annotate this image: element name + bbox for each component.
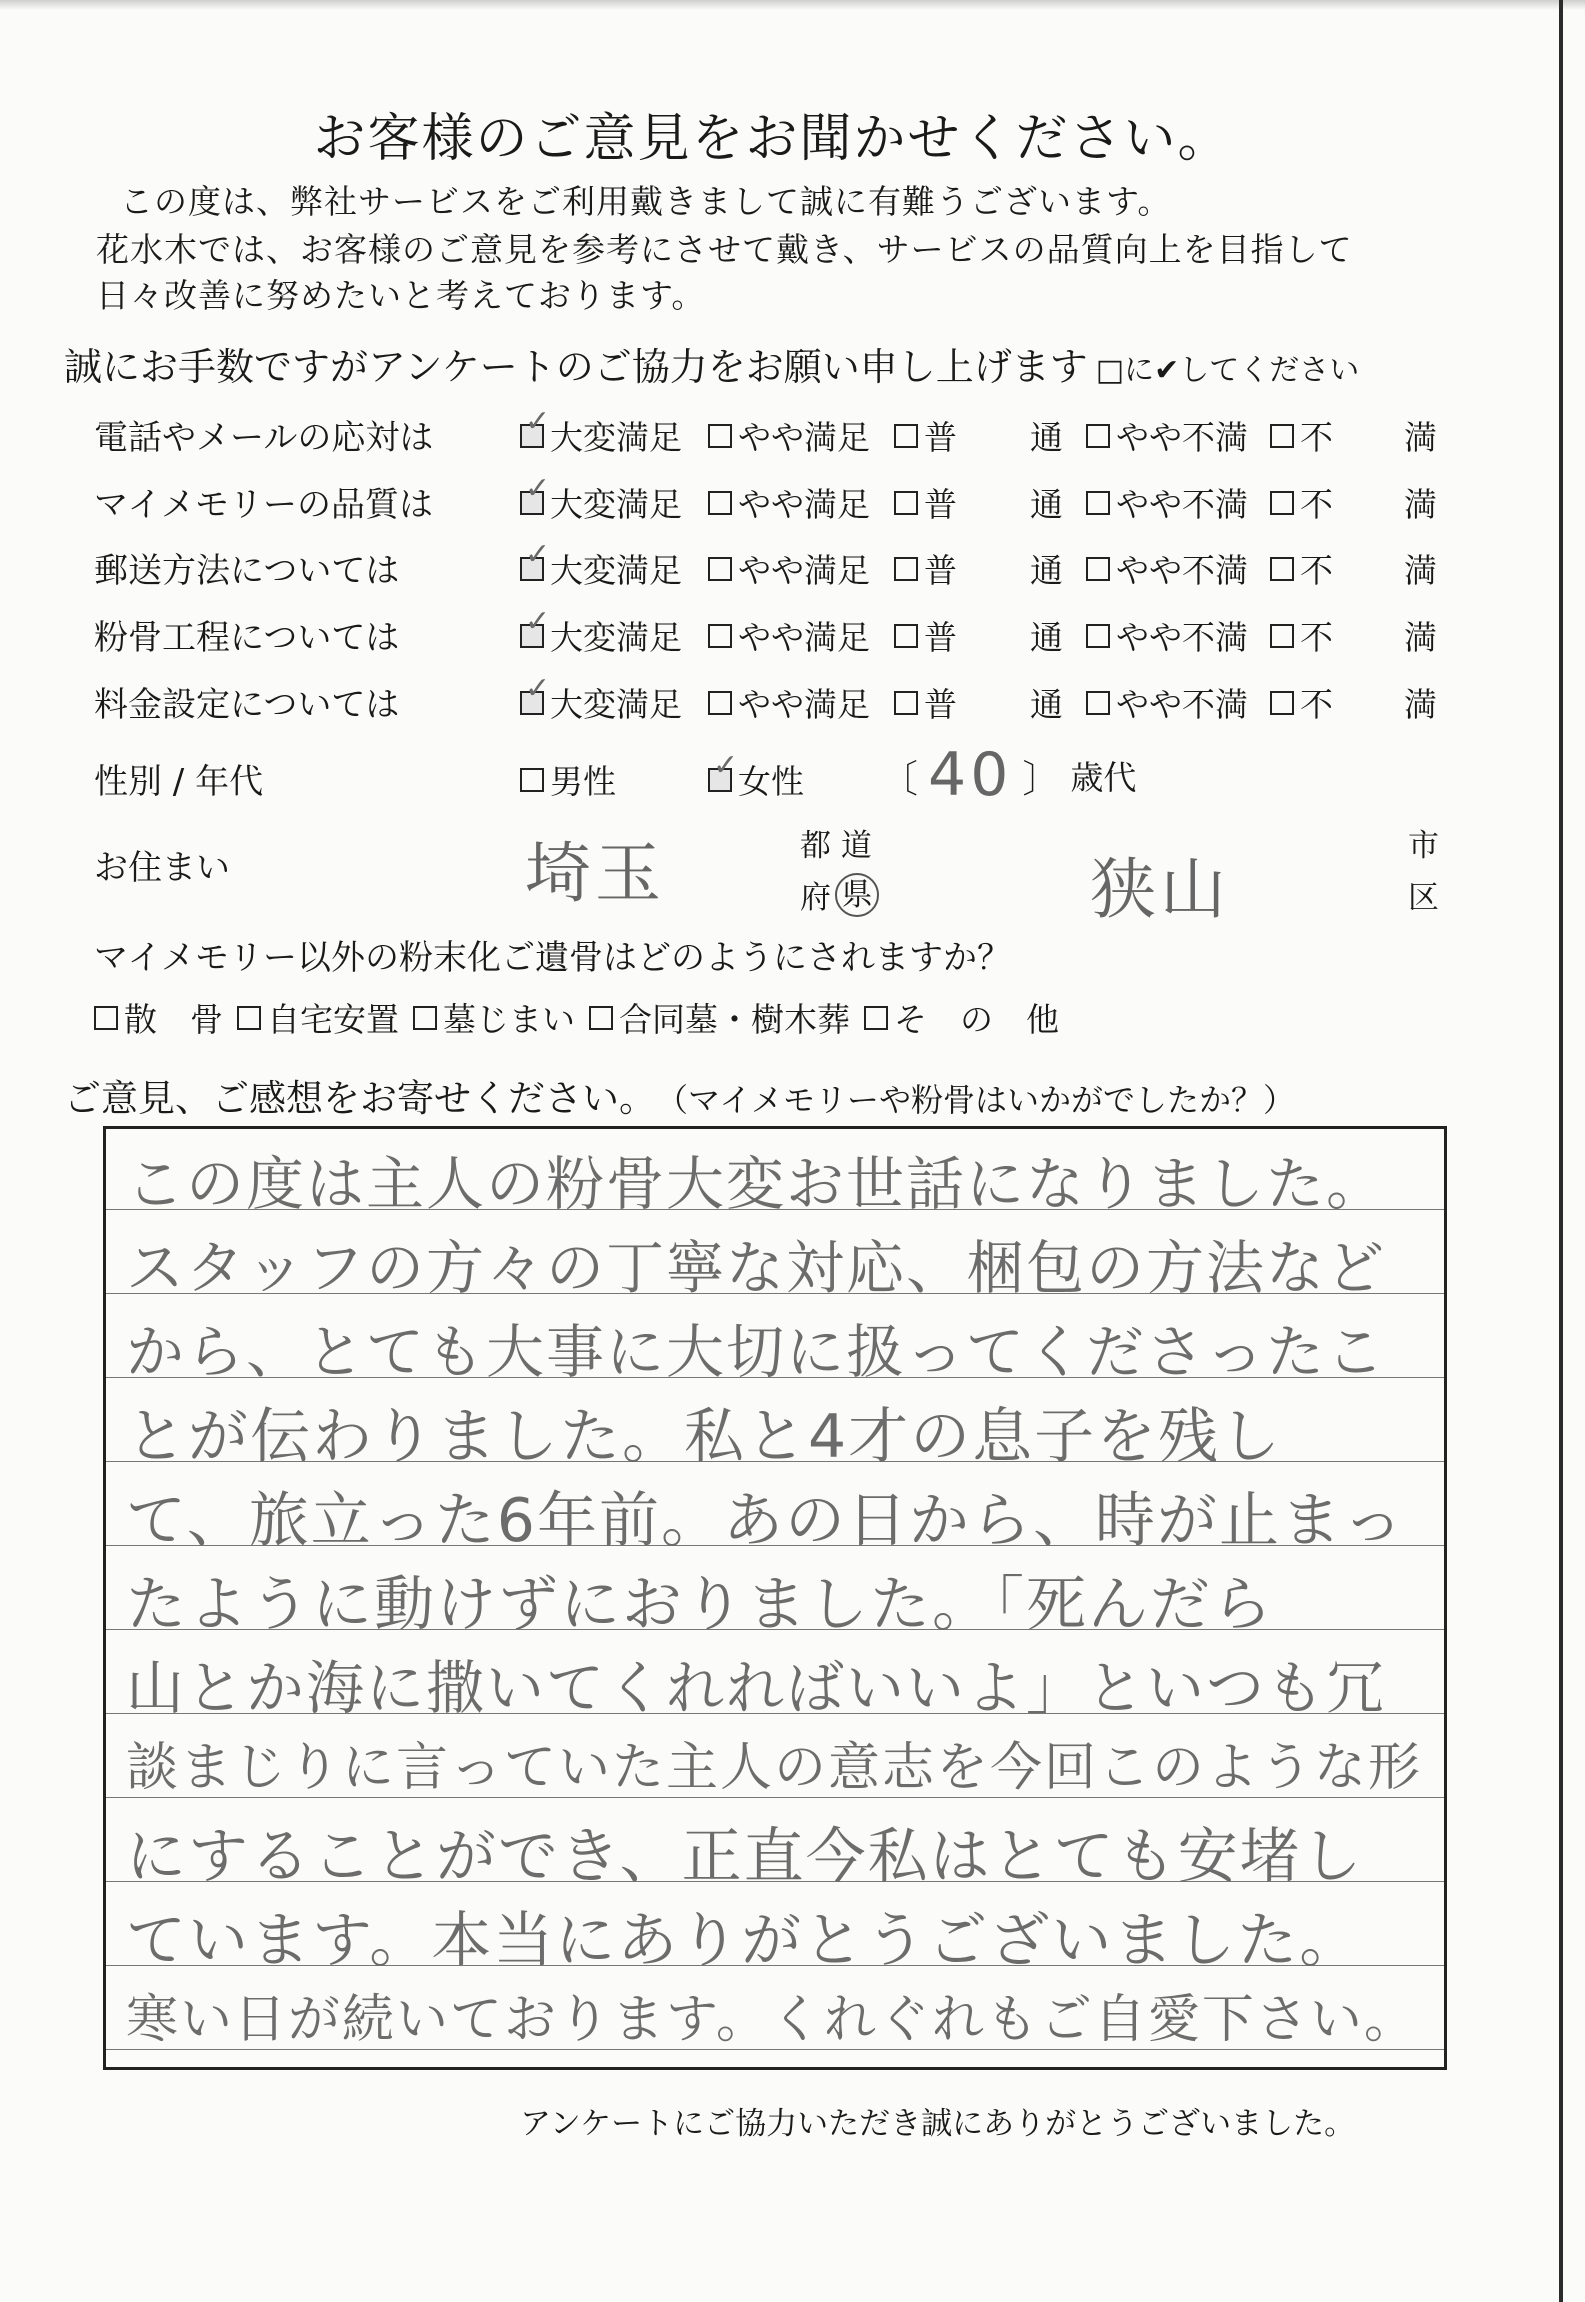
rating-option-label: やや満足 <box>738 418 870 457</box>
rating-checkbox[interactable] <box>520 603 551 648</box>
rating-option <box>1030 479 1063 526</box>
rating-option-label: やや不満 <box>1116 685 1248 724</box>
rating-option-label: 不 <box>1300 485 1333 524</box>
survey-request-row <box>64 336 1359 391</box>
rating-option[interactable] <box>1270 612 1333 659</box>
rating-option-label: 大変満足 <box>550 418 682 457</box>
handwritten-comment-line: から、とても大事に大切に扱ってくださったこ <box>126 1318 1387 1386</box>
checkbox-female[interactable] <box>708 747 739 792</box>
question-label: 粉骨工程については <box>94 618 400 658</box>
rating-option <box>1404 612 1437 659</box>
handwritten-comment-line: この度は主人の粉骨大変お世話になりました。 <box>126 1150 1387 1218</box>
rating-checkbox[interactable] <box>1270 691 1294 715</box>
rating-option[interactable] <box>1270 412 1333 459</box>
rating-checkbox[interactable] <box>1086 624 1110 648</box>
rating-checkbox[interactable] <box>894 691 918 715</box>
intro-line-3: 日々改善に努めたいと考えております。 <box>96 276 706 315</box>
rating-option-label: 通 <box>1030 618 1063 657</box>
handwritten-comment-line: 談まじりに言っていた主人の意志を今回このような形 <box>126 1738 1423 1798</box>
rating-checkbox[interactable] <box>708 424 732 448</box>
rating-option <box>1030 679 1063 726</box>
rating-checkbox[interactable] <box>520 670 551 715</box>
rating-option[interactable] <box>894 612 957 659</box>
age-suffix: 歳代 <box>1070 757 1137 797</box>
rating-option-label: 満 <box>1404 418 1437 457</box>
rating-option[interactable] <box>1270 545 1333 592</box>
check-mark-icon: ✓ <box>525 536 551 572</box>
gender-female-option[interactable]: ✓ 女性 <box>708 756 804 803</box>
rating-option-label: 大変満足 <box>550 685 682 724</box>
rating-checkbox[interactable] <box>520 403 551 448</box>
rating-option <box>1030 545 1063 592</box>
rating-checkbox[interactable] <box>1270 624 1294 648</box>
rating-option-label: 大変満足 <box>550 551 682 590</box>
rating-option-label: 満 <box>1404 618 1437 657</box>
rating-option[interactable] <box>1270 679 1333 726</box>
other-remains-options <box>94 994 1059 1041</box>
rating-option <box>1030 412 1063 459</box>
rating-option[interactable] <box>894 412 957 459</box>
checkbox-male[interactable] <box>520 768 544 792</box>
rating-option-label: やや不満 <box>1116 418 1248 457</box>
check-instruction: □に✔してください <box>1095 353 1360 388</box>
age-value: 40 <box>928 740 1013 810</box>
city-suffix-bottom: 区 <box>1408 880 1439 916</box>
rating-option-label: 普 <box>924 618 957 657</box>
rating-option[interactable] <box>708 545 870 592</box>
rating-option[interactable] <box>894 545 957 592</box>
rating-option-label: 通 <box>1030 418 1063 457</box>
rating-option[interactable] <box>520 670 682 726</box>
rating-option-label: やや満足 <box>738 485 870 524</box>
handwritten-comment-line: て、旅立った6年前。あの日から、時が止まっ <box>126 1486 1405 1556</box>
residence-label: お住まい <box>94 848 230 888</box>
page-title: お客様のご意見をお聞かせください。 <box>313 109 1232 169</box>
comment-box[interactable] <box>103 1126 1447 2070</box>
rating-checkbox[interactable] <box>520 470 551 515</box>
rating-option-label: 満 <box>1404 485 1437 524</box>
rating-option-label: 大変満足 <box>550 485 682 524</box>
rating-option[interactable] <box>1086 679 1248 726</box>
rating-option[interactable] <box>520 470 682 526</box>
city-suffix-top: 市 <box>1408 828 1439 864</box>
rating-checkbox[interactable] <box>1086 491 1110 515</box>
rating-option[interactable] <box>520 403 682 459</box>
age-field[interactable]: 〔 40 〕 歳代 <box>880 740 1137 810</box>
rating-checkbox[interactable] <box>894 424 918 448</box>
footer-thanks: アンケートにご協力いただき誠にありがとうございました。 <box>520 2106 1356 2142</box>
handwritten-comment-line: たように動けずにおりました。「死んだら <box>126 1570 1274 1640</box>
rating-checkbox[interactable] <box>894 624 918 648</box>
question-label: 電話やメールの応対は <box>94 418 434 458</box>
rating-option[interactable] <box>1086 545 1248 592</box>
check-mark-icon: ✓ <box>525 603 551 639</box>
rating-option-label: 通 <box>1030 685 1063 724</box>
question-label: 郵送方法については <box>94 551 400 591</box>
rating-checkbox[interactable] <box>1270 557 1294 581</box>
rating-option[interactable] <box>1086 612 1248 659</box>
prefecture-value: 埼玉 <box>525 835 665 912</box>
rating-option[interactable] <box>1086 412 1248 459</box>
rating-option[interactable] <box>520 603 682 659</box>
intro-line-2: 花水木では、お客様のご意見を参考にさせて戴き、サービスの品質向上を目指して <box>96 230 1353 269</box>
scan-right-edge <box>1559 0 1563 2302</box>
prefecture-circled: 県 <box>835 873 879 917</box>
rating-option-label: 大変満足 <box>550 618 682 657</box>
check-mark-icon: ✓ <box>525 403 551 439</box>
rating-option[interactable] <box>1086 479 1248 526</box>
rating-option[interactable] <box>708 479 870 526</box>
handwritten-comment-line: スタッフの方々の丁寧な対応、梱包の方法など <box>126 1234 1387 1302</box>
prefecture-suffix-bottom: 府 県 <box>800 872 879 917</box>
rating-option-label: やや満足 <box>738 685 870 724</box>
question-label: マイメモリーの品質は <box>94 485 433 525</box>
rating-checkbox[interactable] <box>708 624 732 648</box>
intro-line-1: この度は、弊社サービスをご利用戴きまして誠に有難うございます。 <box>120 182 1172 221</box>
city-value: 狭山 <box>1090 851 1230 928</box>
rating-checkbox[interactable] <box>1086 557 1110 581</box>
rating-checkbox[interactable] <box>894 491 918 515</box>
rating-option-label: 通 <box>1030 551 1063 590</box>
rating-option-label: 普 <box>924 551 957 590</box>
rating-option-label: やや不満 <box>1116 485 1248 524</box>
rating-option[interactable] <box>708 412 870 459</box>
gender-male-option[interactable]: 男性 <box>520 756 616 803</box>
rating-option-label: 不 <box>1300 618 1333 657</box>
rating-option-label: 満 <box>1404 685 1437 724</box>
handwritten-comment-line: ています。本当にありがとうございました。 <box>126 1906 1362 1976</box>
rating-option-label: やや不満 <box>1116 618 1248 657</box>
rating-checkbox[interactable] <box>1086 691 1110 715</box>
option-joint-grave[interactable]: 合同墓・樹木葬 <box>589 994 850 1041</box>
handwritten-comment-line: にすることができ、正直今私はとても安堵し <box>126 1822 1364 1892</box>
rating-checkbox[interactable] <box>708 491 732 515</box>
comment-heading: ご意見、ご感想をお寄せください。 <box>64 1077 656 1120</box>
survey-request: 誠にお手数ですがアンケートのご協力をお願い申し上げます <box>64 345 1088 389</box>
rating-option[interactable] <box>894 479 957 526</box>
rating-option <box>1404 479 1437 526</box>
rating-option[interactable] <box>708 612 870 659</box>
prefecture-suffix-top: 都 道 <box>800 828 872 864</box>
rating-checkbox[interactable] <box>1270 491 1294 515</box>
rating-option-label: 普 <box>924 485 957 524</box>
rating-option-label: 普 <box>924 418 957 457</box>
option-grave-closure[interactable]: 墓じまい <box>413 994 575 1041</box>
rating-option-label: 満 <box>1404 551 1437 590</box>
rating-option-label: 通 <box>1030 485 1063 524</box>
rating-option-label: やや満足 <box>738 618 870 657</box>
other-remains-question: マイメモリー以外の粉末化ご遺骨はどのようにされますか？ <box>94 938 1011 978</box>
check-mark-icon: ✓ <box>525 470 551 506</box>
handwritten-comment-line: 寒い日が続いております。くれぐれもご自愛下さい。 <box>126 1990 1418 2050</box>
option-other[interactable]: そ の 他 <box>864 994 1059 1041</box>
rating-option[interactable] <box>520 536 682 592</box>
check-mark-icon: ✓ <box>713 747 739 783</box>
rating-option <box>1404 679 1437 726</box>
rating-option-label: 普 <box>924 685 957 724</box>
rating-option-label: 不 <box>1300 418 1333 457</box>
rating-option[interactable] <box>894 679 957 726</box>
question-label: 料金設定については <box>94 685 400 725</box>
rating-option-label: 不 <box>1300 551 1333 590</box>
rating-option-label: やや不満 <box>1116 551 1248 590</box>
comment-hint: （マイメモリーや粉骨はいかがでしたか？） <box>656 1081 1296 1119</box>
scan-top-shadow <box>0 0 1585 10</box>
rating-option-label: やや満足 <box>738 551 870 590</box>
rating-option <box>1404 412 1437 459</box>
handwritten-comment-line: とが伝わりました。私と4才の息子を残し <box>126 1402 1283 1472</box>
rating-option <box>1030 612 1063 659</box>
rating-checkbox[interactable] <box>1086 424 1110 448</box>
handwritten-comment-line: 山とか海に撒いてくれればいいよ」といつも冗 <box>126 1654 1387 1722</box>
rating-option <box>1404 545 1437 592</box>
rating-option-label: 不 <box>1300 685 1333 724</box>
check-mark-icon: ✓ <box>525 670 551 706</box>
gender-age-label: 性別 / 年代 <box>94 762 264 802</box>
option-scatter[interactable]: 散 骨 <box>94 994 223 1041</box>
option-home[interactable]: 自宅安置 <box>237 994 399 1041</box>
rating-checkbox[interactable] <box>708 557 732 581</box>
rating-option[interactable] <box>1270 479 1333 526</box>
comment-heading-row <box>64 1068 1295 1122</box>
rating-checkbox[interactable] <box>1270 424 1294 448</box>
rating-checkbox[interactable] <box>708 691 732 715</box>
rating-checkbox[interactable] <box>894 557 918 581</box>
rating-option[interactable] <box>708 679 870 726</box>
rating-checkbox[interactable] <box>520 536 551 581</box>
